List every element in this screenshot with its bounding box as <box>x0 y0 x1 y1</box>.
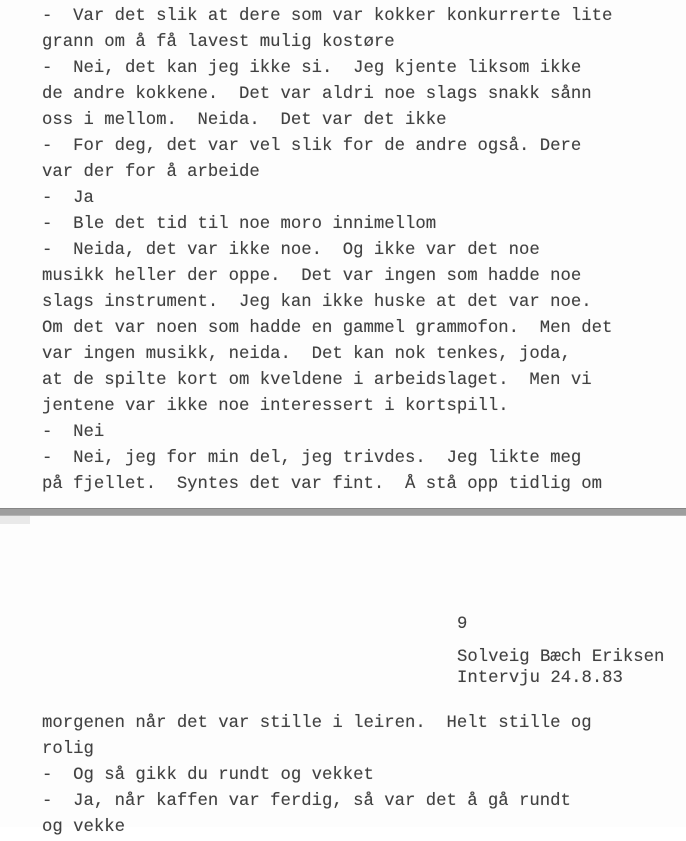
page-header-block <box>457 647 664 689</box>
page-number: 9 <box>457 615 468 634</box>
text-line: jentene var ikke noe interessert i kortspill. <box>42 397 509 416</box>
text-line: var der for å arbeide <box>42 163 260 182</box>
text-line: slags instrument. Jeg kan ikke huske at det var noe. <box>42 293 592 312</box>
text-line: - Ja <box>42 189 94 208</box>
scan-artifact <box>0 516 30 524</box>
text-line: - Og så gikk du rundt og vekket <box>42 766 374 785</box>
text-line: morgenen når det var stille i leiren. Helt stille og <box>42 714 592 733</box>
text-line: oss i mellom. Neida. Det var det ikke <box>42 111 447 130</box>
text-line: rolig <box>42 740 94 759</box>
text-line: Om det var noen som hadde en gammel grammofon. Men det <box>42 319 613 338</box>
text-line: - For deg, det var vel slik for de andre også. Dere <box>42 137 582 156</box>
text-line: - Var det slik at dere som var kokker konkurrerte lite <box>42 7 613 26</box>
page-bottom-text-block <box>42 711 592 841</box>
text-line: og vekke <box>42 818 125 837</box>
text-line: - Nei <box>42 423 105 442</box>
page-number-block <box>457 612 467 638</box>
text-line: - Ja, når kaffen var ferdig, så var det å gå rundt <box>42 792 571 811</box>
page-break-divider <box>0 508 686 516</box>
interviewee-name: Solveig Bæch Eriksen <box>457 648 665 667</box>
text-line: på fjellet. Syntes det var fint. Å stå opp tidlig om <box>42 475 603 494</box>
text-line: - Nei, det kan jeg ikke si. Jeg kjente liksom ikke <box>42 59 582 78</box>
page-top-text-block <box>42 4 612 498</box>
text-line: musikk heller der oppe. Det var ingen som hadde noe <box>42 267 582 286</box>
text-line: - Ble det tid til noe moro innimellom <box>42 215 437 234</box>
text-line: at de spilte kort om kveldene i arbeidslaget. Men vi <box>42 371 592 390</box>
text-line: de andre kokkene. Det var aldri noe slags snakk sånn <box>42 85 592 104</box>
text-line: - Neida, det var ikke noe. Og ikke var det noe <box>42 241 540 260</box>
interview-date: Intervju 24.8.83 <box>457 669 623 688</box>
text-line: var ingen musikk, neida. Det kan nok tenkes, joda, <box>42 345 571 364</box>
text-line: grann om å få lavest mulig kostøre <box>42 33 395 52</box>
text-line: - Nei, jeg for min del, jeg trivdes. Jeg likte meg <box>42 449 582 468</box>
